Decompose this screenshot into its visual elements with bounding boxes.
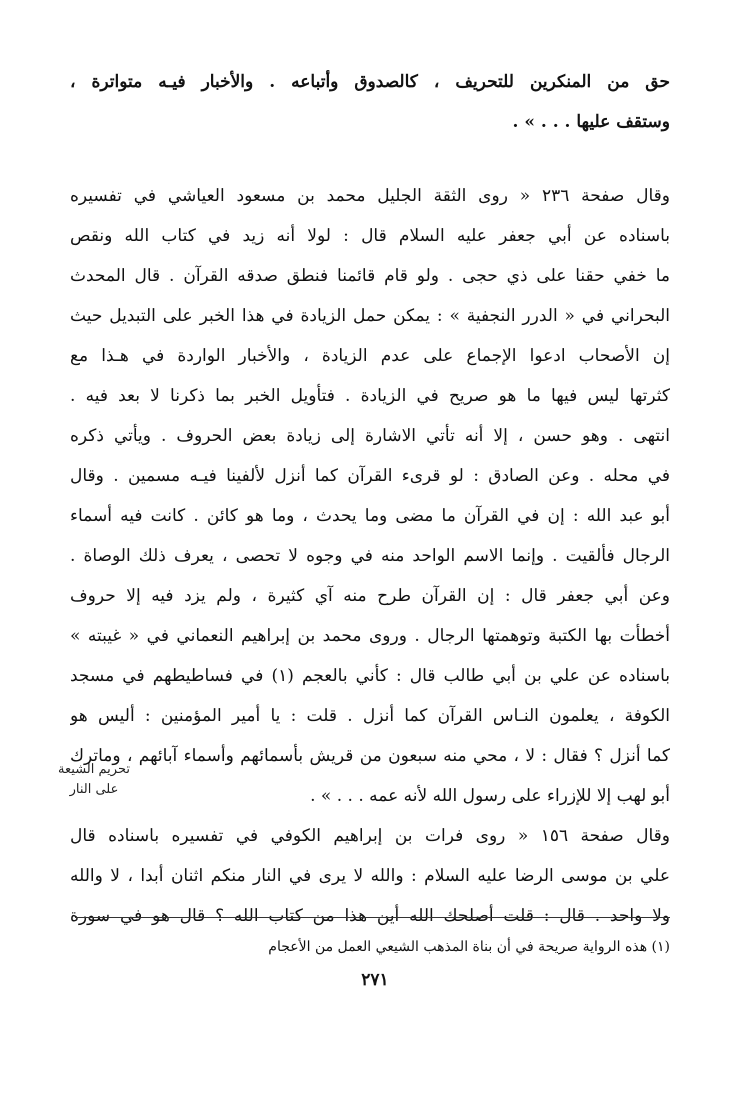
text-line: كما أنزل ؟ فقال : لا ، محي منه سبعون من قريش بأسمائهم وأسماء آبائهم ، وماترك [70, 746, 670, 766]
paragraph-1 [70, 62, 670, 142]
text-line: إن الأصحاب ادعوا الإجماع على عدم الزيادة ، والأخبار الواردة في هـذا مع [70, 346, 670, 366]
text-line: باسناده عن أبي جعفر عليه السلام قال : لولا أنه زيد في كتاب الله ونقص [70, 226, 670, 246]
text-line: وستقف عليها . . . » . [512, 112, 670, 132]
text-line: كثرتها ليس فيها ما هو صريح في الزيادة . فتأويل الخبر بما ذكرنا لا بعد فيه . [70, 386, 670, 406]
text-line: باسناده عن علي بن أبي طالب قال : كأني بالعجم (١) في فساطيطهم في مسجد [70, 666, 670, 686]
text-line: وعن أبي جعفر قال : إن القرآن طرح منه آي كثيرة ، ولم يزد فيه إلا حروف [70, 586, 670, 606]
paragraph-2 [70, 176, 670, 816]
text-line: أبو لهب إلا للإزراء على رسول الله لأنه عمه . . . » . [310, 786, 670, 806]
text-line: البحراني في « الدرر النجفية » : يمكن حمل الزيادة في هذا الخبر على التبديل حيث [70, 306, 670, 326]
footnote-divider [75, 917, 670, 918]
footnote: (١) هذه الرواية صريحة في أن بناة المذهب الشيعي العمل من الأعجام [268, 939, 670, 955]
text-line: وقال صفحة ٢٣٦ « روى الثقة الجليل محمد بن مسعود العياشي في تفسيره [70, 186, 670, 206]
text-line: ولا واحد . قال : قلت أصلحك الله أين هذا من كتاب الله ؟ قال هو في سورة [70, 906, 670, 926]
text-line: الرجال فألقيت . وإنما الاسم الواحد منه في وجوه لا تحصى ، يعرف ذلك الوصاة . [70, 546, 670, 566]
text-line: أبو عبد الله : إن في القرآن ما مضى وما يحدث ، وما هو كائن . كانت فيه أسماء [70, 506, 670, 526]
text-line: الكوفة ، يعلمون النـاس القرآن كما أنزل . قلت : يا أمير المؤمنين : أليس هو [70, 706, 670, 726]
paragraph-3 [70, 816, 670, 936]
margin-note: تحريم الشيعة على النار [58, 762, 130, 797]
text-line: حق من المنكرين للتحريف ، كالصدوق وأتباعه . والأخبار فيـه متواترة ، [70, 72, 670, 92]
text-line: علي بن موسى الرضا عليه السلام : والله لا يرى في النار منكم اثنان أبدا ، لا والله [70, 866, 670, 886]
text-line: ما خفي حقنا على ذي حجى . ولو قام قائمنا فنطق صدقه القرآن . قال المحدث [70, 266, 670, 286]
page-number: ٢٧١ [361, 970, 389, 990]
text-line: وقال صفحة ١٥٦ « روى فرات بن إبراهيم الكوفي في تفسيره باسناده قال [70, 826, 670, 846]
main-text [70, 62, 670, 936]
text-line: في محله . وعن الصادق : لو قرىء القرآن كما أنزل لألفينا فيـه مسمين . وقال [70, 466, 670, 486]
text-line: أخطأت بها الكتبة وتوهمتها الرجال . وروى محمد بن إبراهيم النعماني في « غيبته » [70, 626, 670, 646]
text-line: انتهى . وهو حسن ، إلا أنه تأتي الاشارة إلى زيادة بعض الحروف . ويأتي ذكره [70, 426, 670, 446]
